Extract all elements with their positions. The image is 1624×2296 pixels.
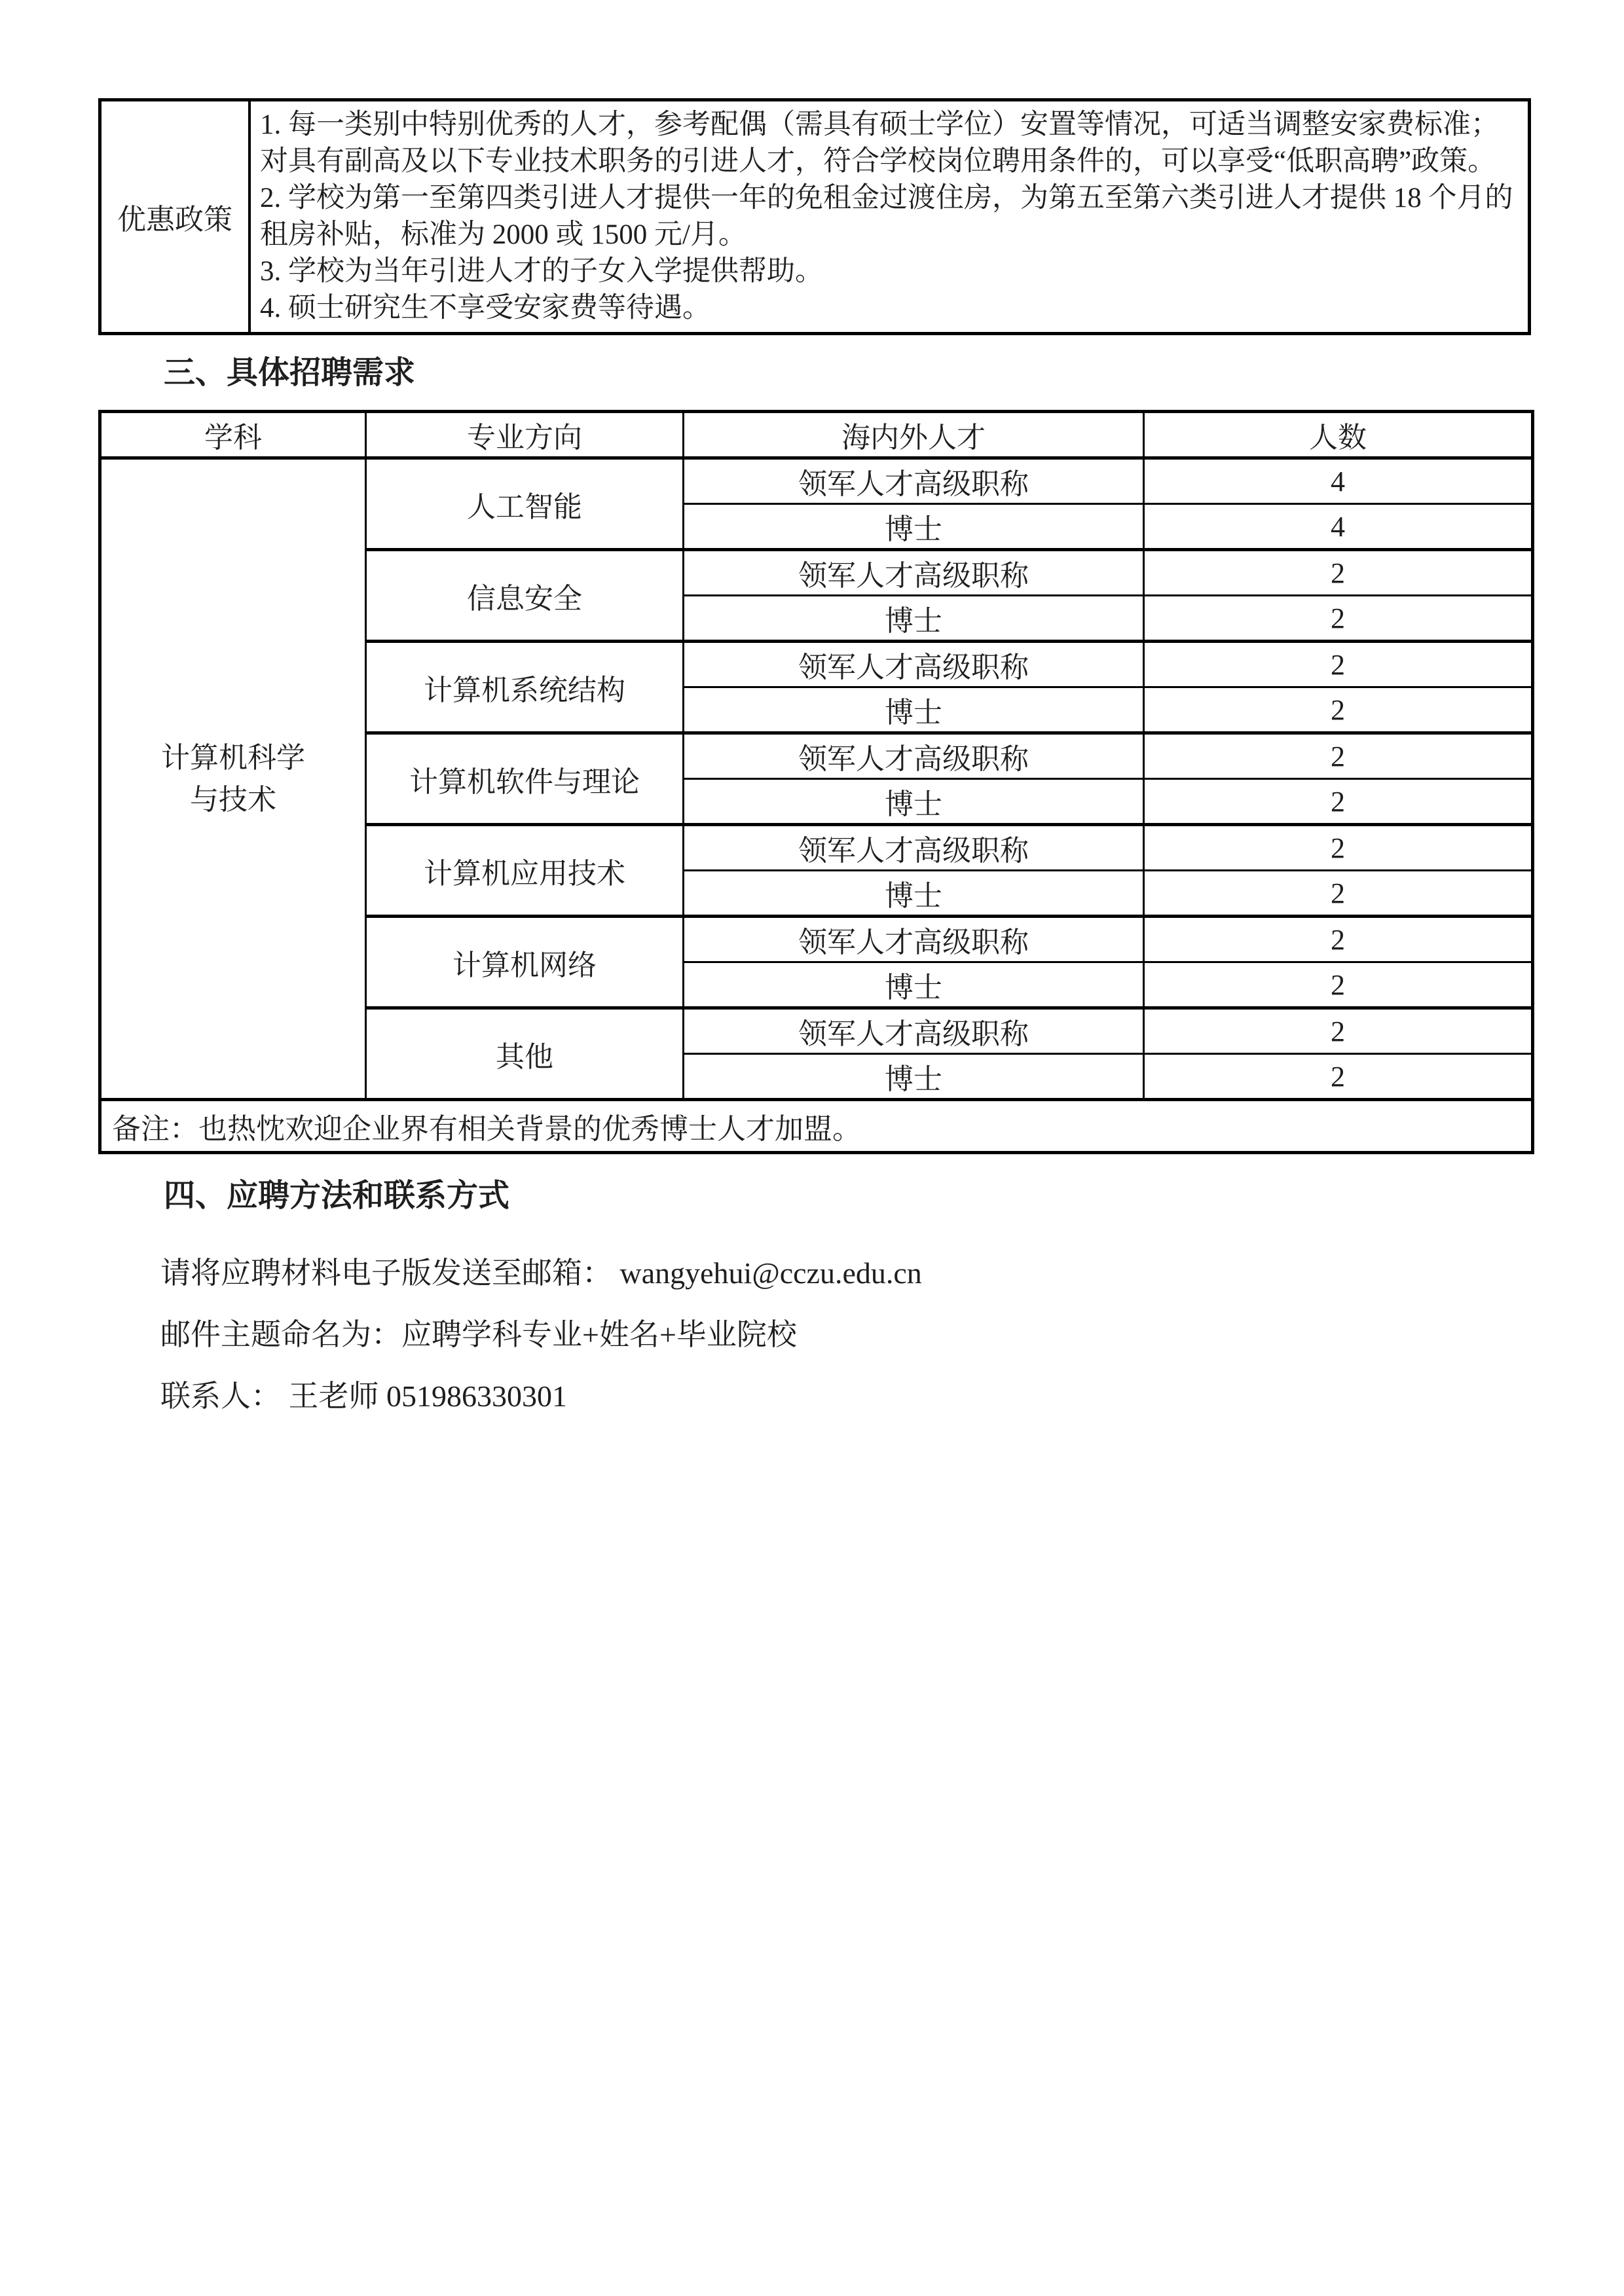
major-cell: 计算机系统结构 <box>366 642 684 733</box>
count-cell: 2 <box>1144 779 1533 825</box>
count-cell: 4 <box>1144 504 1533 550</box>
talent-cell: 博士 <box>684 596 1144 642</box>
count-cell: 2 <box>1144 871 1533 917</box>
header-major: 专业方向 <box>366 412 684 458</box>
policy-label-cell: 优惠政策 <box>100 100 250 334</box>
header-count: 人数 <box>1144 412 1533 458</box>
policy-item-3: 3. 学校为当年引进人才的子女入学提供帮助。 <box>260 256 823 287</box>
count-cell: 2 <box>1144 642 1533 687</box>
talent-cell: 博士 <box>684 871 1144 917</box>
talent-cell: 领军人才高级职称 <box>684 917 1144 962</box>
major-cell: 计算机软件与理论 <box>366 733 684 825</box>
policy-item-1: 1. 每一类别中特别优秀的人才，参考配偶（需具有硕士学位）安置等情况，可适当调整安家费标准；对具有副高及以下专业技术职务的引进人才，符合学校岗位聘用条件的，可以享受“低职高聘”政策。 <box>260 109 1499 177</box>
talent-cell: 博士 <box>684 962 1144 1008</box>
talent-cell: 博士 <box>684 504 1144 550</box>
email-instruction-line: 请将应聘材料电子版发送至邮箱： wangyehui@cczu.edu.cn <box>160 1256 922 1290</box>
talent-cell: 领军人才高级职称 <box>684 550 1144 596</box>
talent-cell: 领军人才高级职称 <box>684 733 1144 779</box>
talent-cell: 领军人才高级职称 <box>684 1008 1144 1054</box>
talent-cell: 领军人才高级职称 <box>684 458 1144 504</box>
header-talent: 海内外人才 <box>684 412 1144 458</box>
count-cell: 2 <box>1144 1008 1533 1054</box>
count-cell: 2 <box>1144 1054 1533 1100</box>
count-cell: 2 <box>1144 825 1533 871</box>
talent-cell: 博士 <box>684 1054 1144 1100</box>
count-cell: 4 <box>1144 458 1533 504</box>
table-row <box>100 100 1530 334</box>
major-cell: 人工智能 <box>366 458 684 550</box>
count-cell: 2 <box>1144 596 1533 642</box>
policy-table <box>98 98 1531 335</box>
major-cell: 计算机应用技术 <box>366 825 684 917</box>
talent-cell: 领军人才高级职称 <box>684 642 1144 687</box>
policy-content-cell <box>249 100 1530 334</box>
recruit-table-body <box>100 458 1533 1153</box>
section-heading-application-contact: 四、应聘方法和联系方式 <box>164 1178 510 1213</box>
talent-cell: 领军人才高级职称 <box>684 825 1144 871</box>
major-cell: 信息安全 <box>366 550 684 642</box>
table-row <box>100 458 1533 504</box>
count-cell: 2 <box>1144 687 1533 733</box>
count-cell: 2 <box>1144 917 1533 962</box>
talent-cell: 博士 <box>684 687 1144 733</box>
count-cell: 2 <box>1144 962 1533 1008</box>
count-cell: 2 <box>1144 550 1533 596</box>
remark-cell: 备注：也热忱欢迎企业界有相关背景的优秀博士人才加盟。 <box>100 1100 1533 1153</box>
recruitment-table <box>98 410 1534 1154</box>
subject-naming-line: 邮件主题命名为：应聘学科专业+姓名+毕业院校 <box>160 1318 797 1351</box>
header-discipline: 学科 <box>100 412 366 458</box>
table-remark-row <box>100 1100 1533 1153</box>
policy-item-4: 4. 硕士研究生不享受安家费等待遇。 <box>260 293 710 323</box>
contact-person-line: 联系人： 王老师 051986330301 <box>160 1379 567 1413</box>
discipline-cell: 计算机科学 与技术 <box>100 458 366 1100</box>
section-heading-recruitment-needs: 三、具体招聘需求 <box>164 355 416 390</box>
talent-cell: 博士 <box>684 779 1144 825</box>
table-header-row <box>100 412 1533 458</box>
count-cell: 2 <box>1144 733 1533 779</box>
major-cell: 其他 <box>366 1008 684 1100</box>
major-cell: 计算机网络 <box>366 917 684 1008</box>
policy-item-2: 2. 学校为第一至第四类引进人才提供一年的免租金过渡住房，为第五至第六类引进人才提供 18 个月的租房补贴，标准为 2000 或 1500 元/月。 <box>260 183 1513 250</box>
